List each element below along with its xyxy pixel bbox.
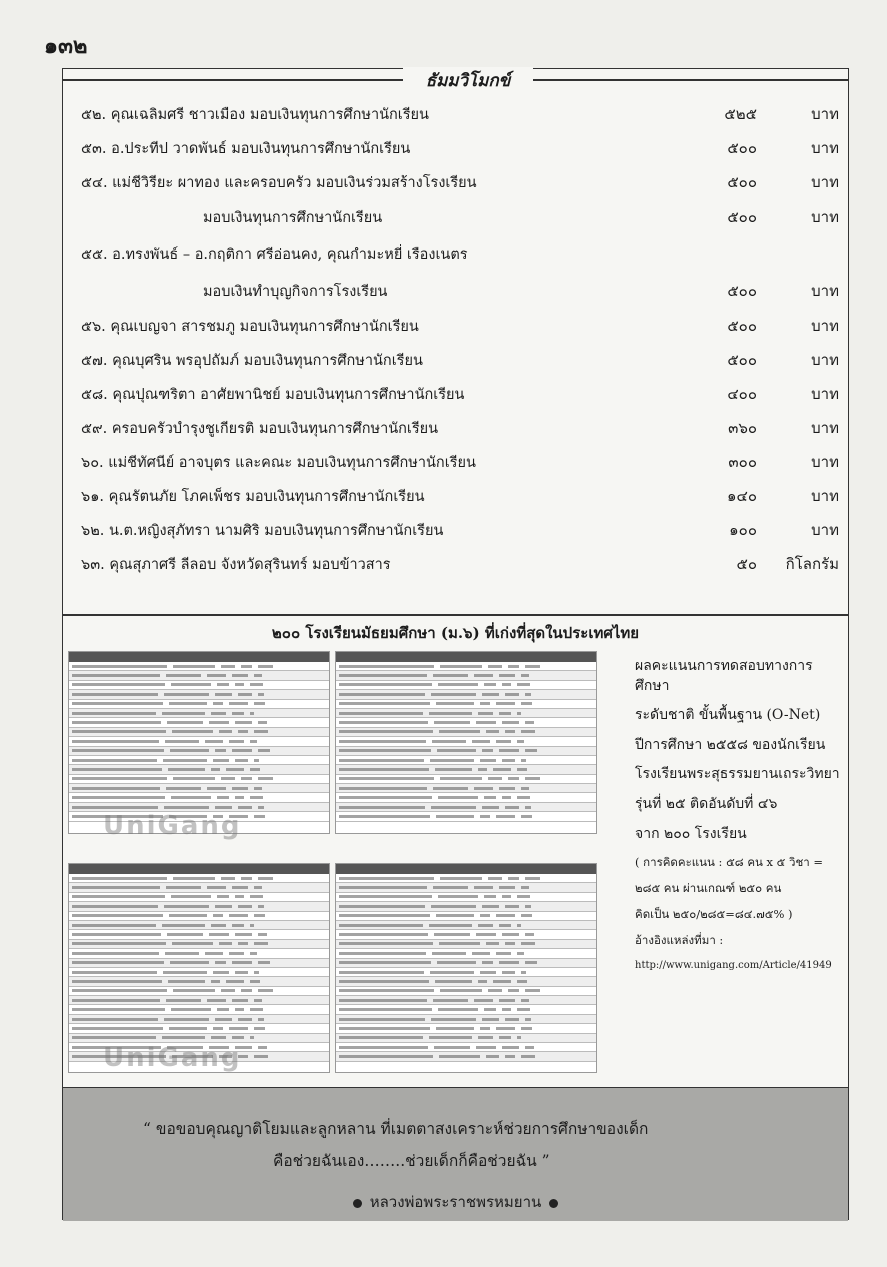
table-row <box>69 728 329 737</box>
donation-amount: ๕๐๐ <box>727 282 757 300</box>
table-header <box>336 652 596 662</box>
donation-unit: บาท <box>811 487 839 505</box>
table-row <box>336 756 596 765</box>
table-row <box>69 747 329 756</box>
table-row <box>69 1024 329 1033</box>
table-row <box>69 940 329 949</box>
onet-line: ระดับชาติ ขั้นพื้นฐาน (O-Net) <box>635 707 821 724</box>
donation-text: ๕๔. แม่ชีวิรียะ ผาทอง และครอบครัว มอบเงินร่วมสร้างโรงเรียน <box>81 174 477 191</box>
table-rows <box>69 662 329 822</box>
donation-unit: บาท <box>811 173 839 191</box>
table-row <box>336 1015 596 1024</box>
table-row <box>69 700 329 709</box>
table-row <box>336 968 596 977</box>
table-row <box>69 996 329 1005</box>
donation-text: มอบเงินทำบุญกิจการโรงเรียน <box>203 283 388 300</box>
table-row <box>336 728 596 737</box>
donation-text: ๖๓. คุณสุภาศรี ลีลอบ จังหวัดสุรินทร์ มอบข้าวสาร <box>81 556 391 573</box>
donation-amount: ๕๐๐ <box>727 208 757 226</box>
onet-calc: ( การคิดคะแนน : ๕๘ คน x ๕ วิชา = <box>635 855 824 870</box>
donation-row <box>81 343 839 377</box>
table-row <box>336 765 596 774</box>
table-row <box>69 987 329 996</box>
donation-row <box>81 513 839 547</box>
table-row <box>336 700 596 709</box>
table-row <box>336 959 596 968</box>
table-row <box>69 912 329 921</box>
table-row <box>69 709 329 718</box>
donation-unit: กิโลกรัม <box>785 555 839 573</box>
quote-line: “ ขอขอบคุณญาติโยมและลูกหลาน ที่เมตตาสงเคราะห์ช่วยการศึกษาของเด็ก <box>143 1120 649 1138</box>
reference-url: http://www.unigang.com/Article/41949 <box>635 959 832 971</box>
table-row <box>69 681 329 690</box>
donation-unit: บาท <box>811 282 839 300</box>
onet-line: รุ่นที่ ๒๕ ติดอันดับที่ ๔๖ <box>635 795 778 812</box>
donation-amount: ๕๐๐ <box>727 173 757 191</box>
content-frame <box>62 68 849 1220</box>
donation-amount: ๕๐๐ <box>727 139 757 157</box>
table-row <box>69 765 329 774</box>
donation-text: ๕๕. อ.ทรงพันธ์ – อ.กฤติกา ศรีอ่อนคง, คุณกำมะหยี่ เรืองเนตร <box>81 246 468 263</box>
donation-amount: ๕๒๕ <box>724 105 757 123</box>
watermark-logo: UniGang <box>103 1043 242 1073</box>
onet-line: ผลคะแนนการทดสอบทางการศึกษา <box>635 658 813 694</box>
table-row <box>69 690 329 699</box>
ranking-table-image-3 <box>68 863 330 1073</box>
table-row <box>336 874 596 883</box>
donation-unit: บาท <box>811 521 839 539</box>
table-row <box>336 1024 596 1033</box>
onet-calc: คิดเป็น ๒๕๐/๒๘๕=๘๔.๗๕% ) <box>635 907 793 922</box>
donation-row <box>81 377 839 411</box>
table-row <box>69 968 329 977</box>
donation-amount: ๑๐๐ <box>729 521 757 539</box>
onet-calc: ๒๘๕ คน ผ่านเกณฑ์ ๒๕๐ คน <box>635 881 782 896</box>
ranking-table-image-1 <box>68 651 330 834</box>
table-row <box>336 671 596 680</box>
donation-unit: บาท <box>811 208 839 226</box>
table-row <box>336 921 596 930</box>
donation-unit: บาท <box>811 139 839 157</box>
donation-text: ๖๒. น.ต.หญิงสุภัทรา นามศิริ มอบเงินทุนการศึกษานักเรียน <box>81 522 444 539</box>
table-row <box>336 930 596 939</box>
signature-text: หลวงพ่อพระราชพรหมยาน <box>369 1193 542 1211</box>
quote-signature <box>63 1190 848 1214</box>
table-row <box>336 883 596 892</box>
watermark-logo: UniGang <box>103 811 242 841</box>
donation-row <box>81 165 839 199</box>
donation-row <box>81 445 839 479</box>
table-row <box>336 902 596 911</box>
table-row <box>69 949 329 958</box>
rule-left <box>63 79 408 81</box>
donation-unit: บาท <box>811 317 839 335</box>
onet-line: โรงเรียนพระสุธรรมยานเถระวิทยา <box>635 766 840 783</box>
table-header <box>69 864 329 874</box>
table-row <box>336 690 596 699</box>
donation-unit: บาท <box>811 453 839 471</box>
table-row <box>336 1052 596 1061</box>
table-row <box>336 987 596 996</box>
schools-title: ๒๐๐ โรงเรียนมัธยมศึกษา (ม.๖) ที่เก่งที่สุดในประเทศไทย <box>271 624 640 642</box>
donation-unit: บาท <box>811 419 839 437</box>
page-number: ๑๓๒ <box>44 33 88 59</box>
donation-row <box>81 235 839 273</box>
table-row <box>69 1015 329 1024</box>
donation-text: ๕๘. คุณปุณฑริตา อาศัยพานิชย์ มอบเงินทุนการศึกษานักเรียน <box>81 386 465 403</box>
donation-amount: ๓๖๐ <box>728 419 757 437</box>
donation-row <box>81 547 839 581</box>
donation-row <box>81 97 839 131</box>
table-row <box>69 737 329 746</box>
donation-amount: ๕๐๐ <box>727 351 757 369</box>
table-row <box>69 662 329 671</box>
donation-text: ๕๒. คุณเฉลิมศรี ชาวเมือง มอบเงินทุนการศึกษานักเรียน <box>81 106 429 123</box>
table-row <box>69 1005 329 1014</box>
table-row <box>336 949 596 958</box>
table-row <box>336 812 596 821</box>
section-divider <box>63 614 848 616</box>
donation-amount: ๔๐๐ <box>727 385 757 403</box>
donation-row <box>81 273 839 309</box>
table-row <box>69 893 329 902</box>
donation-text: ๕๗. คุณบุศริน พรอุปถัมภ์ มอบเงินทุนการศึกษานักเรียน <box>81 352 423 369</box>
onet-line: จาก ๒๐๐ โรงเรียน <box>635 825 747 842</box>
donation-text: มอบเงินทุนการศึกษานักเรียน <box>203 209 383 226</box>
table-row <box>336 662 596 671</box>
ranking-table-image-4 <box>335 863 597 1073</box>
rule-right <box>528 79 848 81</box>
table-rows <box>336 662 596 822</box>
donation-text: ๕๖. คุณเบญจา สารชมภู มอบเงินทุนการศึกษานักเรียน <box>81 318 419 335</box>
table-row <box>69 775 329 784</box>
table-row <box>336 977 596 986</box>
header-rule <box>63 69 848 93</box>
table-row <box>336 681 596 690</box>
donation-row <box>81 479 839 513</box>
table-row <box>69 883 329 892</box>
table-row <box>69 959 329 968</box>
table-row <box>69 902 329 911</box>
table-row <box>336 1034 596 1043</box>
table-row <box>336 912 596 921</box>
onet-line: ปีการศึกษา ๒๕๕๘ ของนักเรียน <box>635 736 826 753</box>
donation-row <box>81 199 839 235</box>
table-row <box>336 940 596 949</box>
donation-row <box>81 411 839 445</box>
bullet-icon <box>353 1199 362 1208</box>
table-row <box>336 803 596 812</box>
onet-result-text <box>635 657 840 983</box>
table-row <box>69 671 329 680</box>
donation-unit: บาท <box>811 105 839 123</box>
table-row <box>336 784 596 793</box>
table-row <box>336 775 596 784</box>
table-header <box>69 652 329 662</box>
donation-amount: ๕๐ <box>736 555 757 573</box>
quote-box <box>63 1087 848 1221</box>
table-rows <box>336 874 596 1062</box>
table-row <box>69 921 329 930</box>
table-row <box>69 756 329 765</box>
table-row <box>336 893 596 902</box>
reference-label: อ้างอิงแหล่งที่มา : <box>635 933 724 948</box>
table-row <box>336 996 596 1005</box>
donation-row <box>81 309 839 343</box>
ranking-table-image-2 <box>335 651 597 834</box>
table-row <box>336 1043 596 1052</box>
donation-row <box>81 131 839 165</box>
table-row <box>69 930 329 939</box>
table-row <box>69 1034 329 1043</box>
table-row <box>336 718 596 727</box>
donation-unit: บาท <box>811 385 839 403</box>
donation-text: ๖๐. แม่ชีทัศนีย์ อาจบุตร และคณะ มอบเงินทุนการศึกษานักเรียน <box>81 454 476 471</box>
bullet-icon <box>549 1199 558 1208</box>
donation-list <box>81 97 839 581</box>
donation-text: ๖๑. คุณรัตนภัย โภคเพ็ชร มอบเงินทุนการศึกษานักเรียน <box>81 488 425 505</box>
table-row <box>69 793 329 802</box>
table-row <box>69 977 329 986</box>
table-header <box>336 864 596 874</box>
table-row <box>69 718 329 727</box>
table-row <box>336 737 596 746</box>
quote-line: คือช่วยฉันเอง……..ช่วยเด็กก็คือช่วยฉัน ” <box>273 1152 550 1170</box>
donation-text: ๕๙. ครอบครัวบำรุงชูเกียรติ มอบเงินทุนการศึกษานักเรียน <box>81 420 439 437</box>
section-title: ธัมมวิโมกข์ <box>403 67 533 94</box>
donation-text: ๕๓. อ.ประทีป วาดพันธ์ มอบเงินทุนการศึกษานักเรียน <box>81 140 411 157</box>
table-row <box>336 1005 596 1014</box>
donation-unit: บาท <box>811 351 839 369</box>
table-row <box>69 784 329 793</box>
table-row <box>69 874 329 883</box>
table-row <box>336 747 596 756</box>
table-rows <box>69 874 329 1062</box>
donation-amount: ๓๐๐ <box>728 453 757 471</box>
donation-amount: ๑๔๐ <box>726 487 757 505</box>
donation-amount: ๕๐๐ <box>727 317 757 335</box>
table-row <box>336 709 596 718</box>
table-row <box>336 793 596 802</box>
